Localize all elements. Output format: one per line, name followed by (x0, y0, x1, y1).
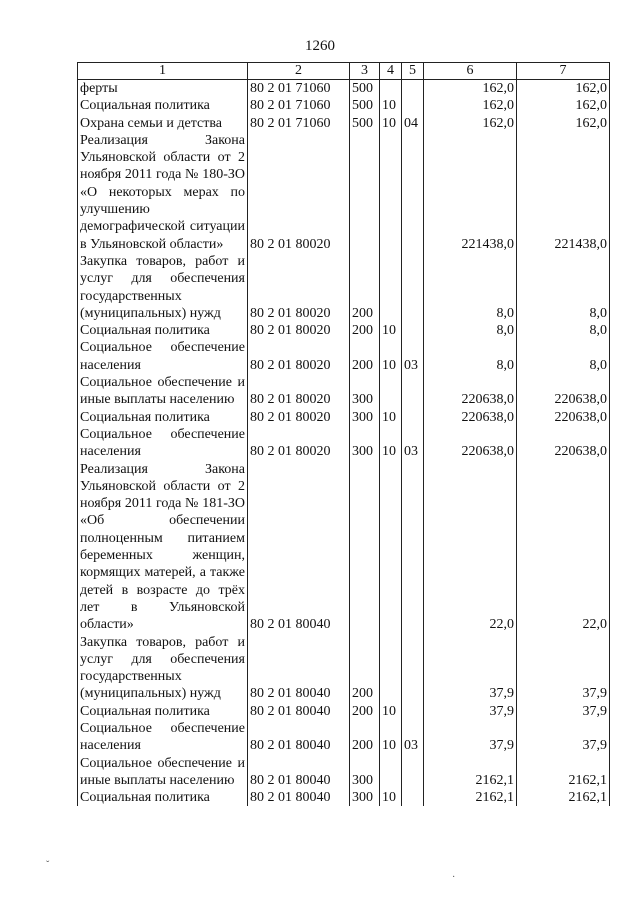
row-subsection (402, 322, 424, 339)
row-amount-col7: 220638,0 (517, 409, 610, 426)
row-section: 10 (380, 703, 402, 720)
row-section: 10 (380, 97, 402, 114)
table-row (78, 374, 610, 409)
table-row (78, 253, 610, 322)
row-description: Социальная политика (78, 409, 248, 426)
row-description: Социальная политика (78, 703, 248, 720)
row-expense-type (350, 132, 380, 253)
row-section: 10 (380, 426, 402, 461)
row-amount-col7: 162,0 (517, 97, 610, 114)
row-section (380, 253, 402, 322)
row-subsection: 03 (402, 426, 424, 461)
row-target-code: 80 2 01 80020 (248, 409, 350, 426)
row-description: Социальное обеспечение и иные выплаты населению (78, 374, 248, 409)
table-row (78, 322, 610, 339)
row-expense-type: 300 (350, 755, 380, 790)
row-expense-type: 200 (350, 720, 380, 755)
row-description: Социальное обеспечение населения (78, 720, 248, 755)
scan-mark: · (452, 872, 456, 883)
row-amount-col7: 2162,1 (517, 789, 610, 806)
row-subsection: 03 (402, 720, 424, 755)
row-subsection (402, 253, 424, 322)
column-header: 7 (517, 63, 610, 80)
row-section: 10 (380, 115, 402, 132)
table-row (78, 755, 610, 790)
row-description: Социальная политика (78, 789, 248, 806)
table-row (78, 97, 610, 114)
row-subsection (402, 634, 424, 703)
row-amount-col6: 8,0 (424, 253, 517, 322)
row-section (380, 80, 402, 98)
row-subsection (402, 789, 424, 806)
row-expense-type: 500 (350, 80, 380, 98)
row-subsection (402, 461, 424, 634)
row-amount-col6: 220638,0 (424, 374, 517, 409)
row-subsection (402, 97, 424, 114)
row-amount-col6: 221438,0 (424, 132, 517, 253)
table-row (78, 80, 610, 98)
row-section: 10 (380, 720, 402, 755)
row-description: Социальное обеспечение и иные выплаты населению (78, 755, 248, 790)
table-row (78, 703, 610, 720)
row-amount-col6: 8,0 (424, 322, 517, 339)
row-amount-col6: 2162,1 (424, 789, 517, 806)
row-expense-type: 300 (350, 409, 380, 426)
row-target-code: 80 2 01 80020 (248, 374, 350, 409)
column-header: 3 (350, 63, 380, 80)
row-amount-col7: 37,9 (517, 703, 610, 720)
row-expense-type: 200 (350, 703, 380, 720)
row-amount-col7: 37,9 (517, 634, 610, 703)
row-target-code: 80 2 01 71060 (248, 80, 350, 98)
row-amount-col7: 162,0 (517, 80, 610, 98)
row-amount-col6: 162,0 (424, 80, 517, 98)
row-section (380, 461, 402, 634)
row-target-code: 80 2 01 80040 (248, 634, 350, 703)
row-amount-col6: 162,0 (424, 115, 517, 132)
column-header-row (78, 63, 610, 80)
row-amount-col6: 22,0 (424, 461, 517, 634)
row-subsection (402, 755, 424, 790)
row-subsection: 03 (402, 339, 424, 374)
row-subsection (402, 132, 424, 253)
table-row (78, 789, 610, 806)
row-description: Реализация Закона Ульяновской области от 2 ноября 2011 года № 180-ЗО «О некоторых мерах по улучшению демографической ситуации в Ульяновской области» (78, 132, 248, 253)
row-section (380, 755, 402, 790)
table-row (78, 426, 610, 461)
row-subsection: 04 (402, 115, 424, 132)
row-amount-col7: 8,0 (517, 322, 610, 339)
row-amount-col7: 2162,1 (517, 755, 610, 790)
scan-mark: ˇ (46, 860, 50, 871)
row-section: 10 (380, 322, 402, 339)
row-target-code: 80 2 01 80020 (248, 426, 350, 461)
row-target-code: 80 2 01 80020 (248, 132, 350, 253)
row-expense-type: 300 (350, 374, 380, 409)
row-expense-type: 200 (350, 634, 380, 703)
table-row (78, 409, 610, 426)
row-subsection (402, 80, 424, 98)
row-description: Закупка товаров, работ и услуг для обеспечения государственных (муниципальных) нужд (78, 253, 248, 322)
column-header: 6 (424, 63, 517, 80)
row-amount-col7: 221438,0 (517, 132, 610, 253)
row-amount-col6: 37,9 (424, 720, 517, 755)
row-target-code: 80 2 01 80040 (248, 703, 350, 720)
row-subsection (402, 703, 424, 720)
row-expense-type: 500 (350, 97, 380, 114)
row-expense-type: 200 (350, 339, 380, 374)
row-amount-col7: 220638,0 (517, 374, 610, 409)
row-amount-col6: 162,0 (424, 97, 517, 114)
column-header: 4 (380, 63, 402, 80)
row-description: Социальная политика (78, 97, 248, 114)
row-target-code: 80 2 01 71060 (248, 97, 350, 114)
row-target-code: 80 2 01 80020 (248, 339, 350, 374)
table-row (78, 132, 610, 253)
row-expense-type: 300 (350, 789, 380, 806)
row-amount-col7: 22,0 (517, 461, 610, 634)
row-description: Социальное обеспечение населения (78, 339, 248, 374)
row-target-code: 80 2 01 80040 (248, 789, 350, 806)
row-subsection (402, 374, 424, 409)
table-row (78, 720, 610, 755)
row-amount-col6: 220638,0 (424, 426, 517, 461)
row-target-code: 80 2 01 80040 (248, 720, 350, 755)
row-amount-col7: 37,9 (517, 720, 610, 755)
row-subsection (402, 409, 424, 426)
page-number: 1260 (305, 38, 335, 54)
row-section (380, 634, 402, 703)
table-row (78, 339, 610, 374)
row-target-code: 80 2 01 80020 (248, 253, 350, 322)
table-body (78, 80, 610, 807)
table-row (78, 634, 610, 703)
row-section: 10 (380, 409, 402, 426)
row-expense-type: 200 (350, 322, 380, 339)
row-description: Социальное обеспечение населения (78, 426, 248, 461)
row-description: Реализация Закона Ульяновской области от 2 ноября 2011 года № 181-ЗО «Об обеспечении полноценным питанием беременных женщин, кормящих матерей, а также детей в возрасте до трёх лет в Ульяновской области» (78, 461, 248, 634)
column-header: 5 (402, 63, 424, 80)
row-target-code: 80 2 01 80020 (248, 322, 350, 339)
table-row (78, 461, 610, 634)
row-expense-type: 500 (350, 115, 380, 132)
row-expense-type (350, 461, 380, 634)
row-target-code: 80 2 01 71060 (248, 115, 350, 132)
table-row (78, 115, 610, 132)
row-amount-col6: 37,9 (424, 703, 517, 720)
row-amount-col7: 8,0 (517, 339, 610, 374)
row-description: Охрана семьи и детства (78, 115, 248, 132)
row-section: 10 (380, 789, 402, 806)
row-amount-col7: 8,0 (517, 253, 610, 322)
row-amount-col6: 220638,0 (424, 409, 517, 426)
column-header: 1 (78, 63, 248, 80)
row-expense-type: 300 (350, 426, 380, 461)
budget-table (77, 62, 610, 806)
row-description: ферты (78, 80, 248, 98)
row-target-code: 80 2 01 80040 (248, 461, 350, 634)
row-amount-col6: 37,9 (424, 634, 517, 703)
row-description: Социальная политика (78, 322, 248, 339)
row-amount-col6: 2162,1 (424, 755, 517, 790)
row-description: Закупка товаров, работ и услуг для обеспечения государственных (муниципальных) нужд (78, 634, 248, 703)
row-expense-type: 200 (350, 253, 380, 322)
column-header: 2 (248, 63, 350, 80)
row-target-code: 80 2 01 80040 (248, 755, 350, 790)
row-amount-col7: 162,0 (517, 115, 610, 132)
row-section (380, 374, 402, 409)
row-section: 10 (380, 339, 402, 374)
row-section (380, 132, 402, 253)
row-amount-col7: 220638,0 (517, 426, 610, 461)
row-amount-col6: 8,0 (424, 339, 517, 374)
